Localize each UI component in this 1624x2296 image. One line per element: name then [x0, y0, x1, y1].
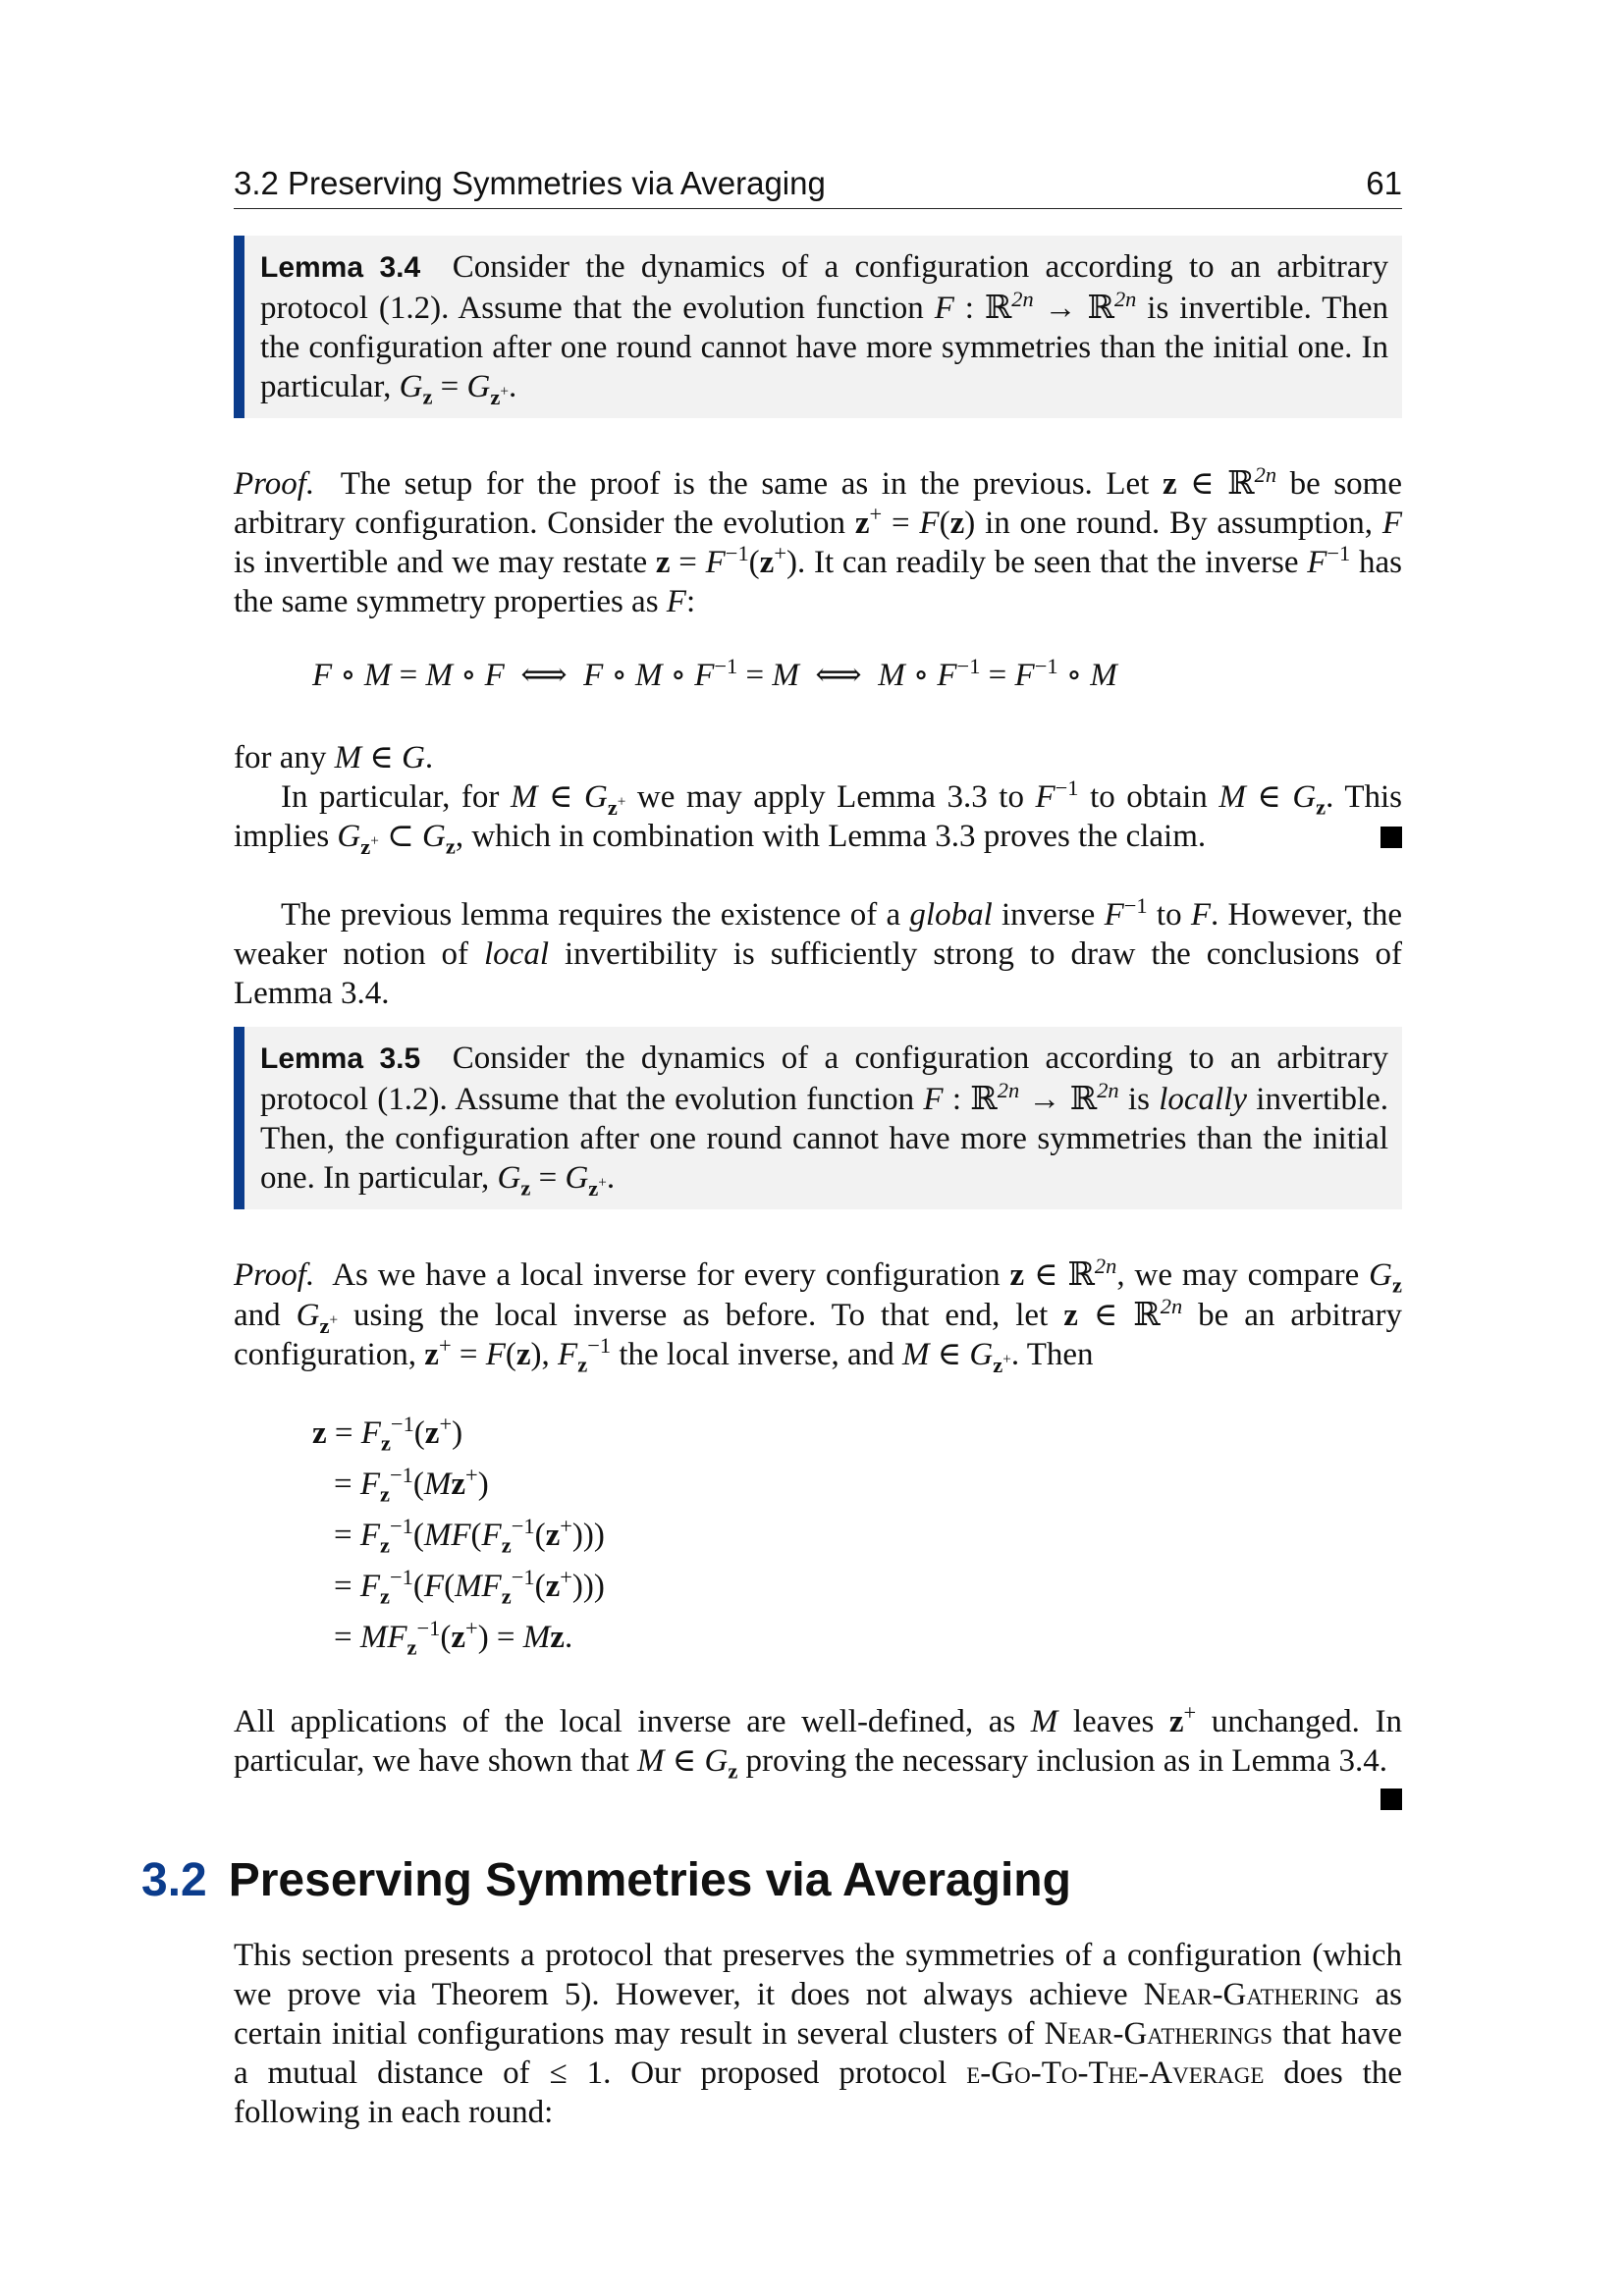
body-text: . However, the weaker notion of: [234, 897, 1403, 972]
proof-text: for any: [234, 740, 335, 775]
proof-text: unchanged. In particular, we have shown that: [234, 1704, 1402, 1779]
proof-text: leaves: [1057, 1704, 1169, 1739]
section-title: Preserving Symmetries via Averaging: [228, 1854, 1071, 1906]
body-text: as certain initial configurations may result in several clusters of: [234, 1977, 1402, 2052]
qed-square: [1380, 1789, 1402, 1810]
body-text: to: [1147, 897, 1191, 933]
lemma-text: Consider the dynamics of a configuration according to an arbitrary protocol (1.2). Assume that the evolution function: [260, 249, 1389, 326]
proof-text: be some arbitrary configuration. Consider the evolution: [234, 466, 1402, 541]
emphasis: locally: [1159, 1082, 1248, 1117]
proof-text: and: [234, 1298, 297, 1333]
equation-symmetry: F ∘ M = M ∘ F ⟺ F ∘ M ∘ $F^{-1} = M$ ⟺ M ∘ $F^{-1} = F^{-1}$ ∘ M: [312, 654, 1117, 693]
emphasis: local: [484, 936, 549, 972]
proof-text: In particular, for: [281, 779, 511, 815]
section-number: 3.2: [141, 1854, 207, 1906]
proof-3-5-cont: All applications of the local inverse are well-defined, as M leaves z+ unchanged. In particular, we have shown that M ∈ $G_z$ proving the necessary inclusion as in Lemma 3.4.: [234, 1700, 1402, 1784]
proof-text: has the same symmetry properties as: [234, 545, 1402, 619]
proof-3-4-para2: In particular, for M ∈ $G_{z^+}$ we may apply Lemma 3.3 to $F^{-1}$ to obtain M ∈ $G_z$. This implies $G_{z^+}$ ⊂ $G_z$, which in combination with Lemma 3.3 proves the claim.: [234, 775, 1403, 859]
proof-text: is invertible and we may restate: [234, 545, 656, 580]
running-head: [234, 165, 1402, 209]
problem-name: Near-Gathering: [1143, 1977, 1360, 2012]
problem-name: Near-Gatherings: [1044, 2016, 1273, 2052]
emphasis: global: [909, 897, 993, 933]
proof-text: . It can readily be seen that the inverse: [796, 545, 1308, 580]
proof-label: Proof.: [234, 1257, 315, 1293]
proof-label: Proof.: [234, 466, 315, 502]
lemma-label: Lemma 3.4: [260, 251, 421, 284]
proof-text: the local inverse, and: [611, 1337, 902, 1372]
lemma-text: invertible. Then, the configuration after one round cannot have more symmetries than the initial one. In particular,: [260, 1082, 1389, 1196]
body-text: This section presents a protocol that preserves the symmetries of a configuration (which we prove via Theorem 5). However, it does not always achieve: [234, 1938, 1402, 2012]
proof-text: . This implies: [234, 779, 1403, 854]
body-text: The previous lemma requires the existence of a: [281, 897, 910, 933]
lemma-text: Consider the dynamics of a configuration according to an arbitrary protocol (1.2). Assume that the evolution function: [260, 1041, 1389, 1117]
proof-text: All applications of the local inverse are well-defined, as: [234, 1704, 1031, 1739]
proof-text: proving the necessary inclusion as in Lemma 3.4.: [737, 1743, 1387, 1779]
protocol-name: ε-Go-To-The-Average: [966, 2056, 1265, 2091]
body-text: that have a mutual distance of ≤ 1. Our proposed protocol: [234, 2016, 1402, 2091]
equation-chain: $z = F_z^{-1}(z^+)$ = $F_z^{-1}(Mz^+)$ = $F_z^{-1}(MF(F_z^{-1}(z^+)))$ = $F_z^{-1}(F(MF_z^{-1}(z^+)))$ = $MF_z^{-1}(z^+) = Mz$.: [312, 1412, 605, 1660]
body-text: invertibility is sufficiently strong to draw the conclusions of Lemma 3.4.: [234, 936, 1402, 1011]
lemma-3-4-box: Lemma 3.4 Consider the dynamics of a configuration according to an arbitrary protocol (1.2). Assume that the evolution function F : ℝ$^{2n}$ → ℝ$^{2n}$ is invertible. Then the configuration after one round cannot have more symmetries than the initial one. In particular, $G_z = G_{z^+}$.: [234, 236, 1402, 418]
page-number: 61: [1366, 165, 1402, 201]
section-paragraph: [234, 1936, 1402, 2132]
proof-text: in one round. By assumption,: [975, 506, 1382, 541]
section-heading: [141, 1853, 1071, 1907]
qed-square: [1380, 827, 1402, 848]
lemma-text: is: [1118, 1082, 1160, 1117]
proof-text: The setup for the proof is the same as in the previous. Let: [340, 466, 1163, 502]
proof-text: As we have a local inverse for every configuration: [332, 1257, 1010, 1293]
proof-text: , which in combination with Lemma 3.3 proves the claim.: [455, 819, 1207, 854]
proof-3-4: Proof. The setup for the proof is the same as in the previous. Let z ∈ ℝ$^{2n}$ be some arbitrary configuration. Consider the evolution z+ = F(z) in one round. By assumption, F is invertible and we may restate $z = F^{-1}(z^+)$. It can readily be seen that the inverse $F^{-1}$ has the same symmetry properties as F:: [234, 462, 1402, 619]
lemma-label: Lemma 3.5: [260, 1042, 421, 1075]
proof-text: . Then: [1010, 1337, 1094, 1372]
body-text: inverse: [992, 897, 1105, 933]
transition-paragraph: The previous lemma requires the existence of a global inverse $F^{-1}$ to F. However, the weaker notion of local invertibility is sufficiently strong to draw the conclusions of Lemma 3.4.: [234, 893, 1403, 1011]
proof-text: we may apply Lemma 3.3 to: [625, 779, 1036, 815]
lemma-3-5-box: Lemma 3.5 Consider the dynamics of a configuration according to an arbitrary protocol (1.2). Assume that the evolution function F : ℝ$^{2n}$ → ℝ$^{2n}$ is locally invertible. Then, the configuration after one round cannot have more symmetries than the initial one. In particular, $G_z = G_{z^+}$.: [234, 1027, 1402, 1209]
body-text: does the following in each round:: [234, 2056, 1402, 2130]
lemma-text: is invertible. Then the configuration after one round cannot have more symmetries than the initial one. In particular,: [260, 291, 1388, 404]
proof-text: be an arbitrary configuration,: [234, 1298, 1402, 1372]
proof-3-5: Proof. As we have a local inverse for every configuration z ∈ ℝ$^{2n}$, we may compare $G_z$ and $G_{z^+}$ using the local inverse as before. To that end, let z ∈ ℝ$^{2n}$ be an arbitrary configuration, z+ = F(z), $F_z^{-1}$ the local inverse, and M ∈ $G_{z^+}$. Then: [234, 1254, 1402, 1377]
proof-text: to obtain: [1078, 779, 1219, 815]
running-head-title: 3.2 Preserving Symmetries via Averaging: [234, 165, 826, 201]
proof-3-4-cont: for any M ∈ G.: [234, 740, 434, 775]
proof-text: , we may compare: [1116, 1257, 1370, 1293]
proof-text: using the local inverse as before. To that end, let: [338, 1298, 1064, 1333]
